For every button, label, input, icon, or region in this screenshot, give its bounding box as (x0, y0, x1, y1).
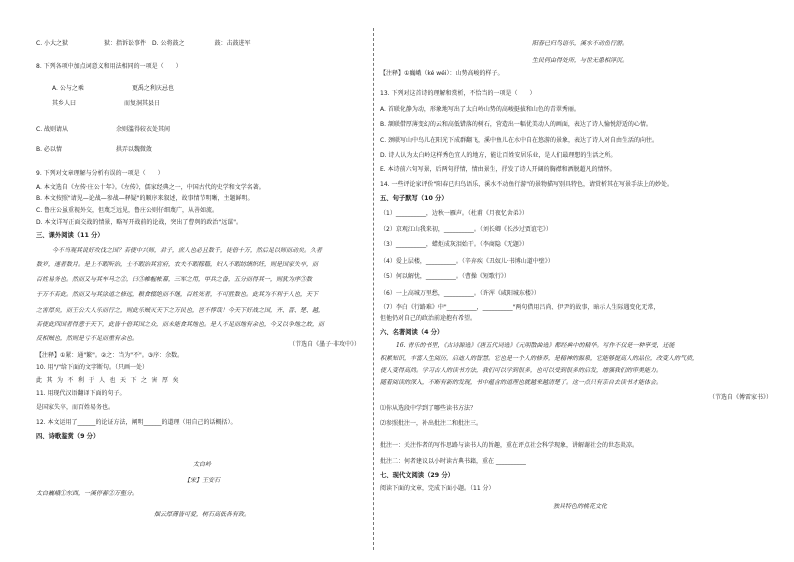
column-divider (373, 28, 374, 550)
text-line: A. 首联化静为动，形象地写出了太白岭山势的高峻挺拔和山色的青翠秀丽。 (380, 106, 580, 113)
text-line: 太白巍峨①东西，一溪停蓄②万壑分。 (36, 490, 139, 497)
text-line: （5）何以解忧，__________。（曹操《短歌行》） (380, 273, 510, 280)
text-line: 13. 下列对这首诗的理解和赏析，不恰当的一项是（ ） (380, 90, 536, 97)
text-line: D. 诗人认为太白岭这样秀色宜人的地方，能让百姓安居乐业，是人们最理想的生活之所。 (380, 152, 617, 159)
text-line: 是国家失卒，而百姓易务也。 (36, 404, 115, 411)
text-line: 太白岭 (192, 461, 211, 468)
text-line: 9. 下列对文章理解与分析有误的一项是（ ） (36, 170, 164, 177)
text-line: C. 鲁庄公虽重视外交，但蔑乏远见，鲁庄公则仔细蔑广，从善如流。 (36, 207, 219, 214)
text-line: 【注释】①紧：通"繁"。②之：当为"不"。③序：余数。 (36, 352, 184, 359)
text-line: 8. 下列各项中加点词意义和用法相同的一项是（ ） (36, 63, 182, 70)
text-line: 反相贼也，然则是亏不足而重有余也。 (36, 335, 139, 342)
text-line: 阅读下面的文章，完成下面小题。（11 分） (380, 485, 495, 492)
text-line: B. 本文按照"请见—论战—参战—释疑"的顺序来叙述，故事情节明晰，主题鲜明。 (36, 195, 254, 202)
text-line: 批注二：何者建议以小时读古典书籍，重在 __________ (380, 458, 526, 465)
section-heading: 三、课外阅读（11 分） (36, 232, 104, 239)
text-line: 之害厚矣，而王公大人乐而行之，则此乐贼灭天下之万民也，岂不悖哉！今天下好战之国，齐、晋、楚、越， (36, 307, 325, 314)
text-line: A. 公与之乘 更禹之利庆忌也 (52, 85, 174, 92)
text-line: 【宋】王安石 (183, 477, 220, 484)
text-line: C. 颈联写山中鸟儿在阳光下成群翻飞，溪中鱼儿在水中自在悠游的景象，表达了诗人对自由生活的向往。 (380, 137, 659, 144)
text-line: 于万不若此。然而又与其涂道之修远，粮食辍绝而不继，百姓死者，不可胜数也。此其为不利于人也，天下 (36, 291, 319, 298)
section-heading: 七、现代文阅读（29 分） (380, 472, 454, 479)
text-line: A. 本文选自《左传·庄公十年》。《左传》，儒家经典之一，中国古代的史学和文学名著。 (36, 184, 265, 191)
text-line: E. 本诗前六句写景，后两句抒情，情由景生，抒发了诗人开阔的胸襟和洒脱超凡的情怀。 (380, 166, 616, 173)
text-line: 数岁，速者数月。是上不暇听治，士不暇治其官府，农夫不暇稼穑，妇人不暇纺绩织纴，则是国家失卒，而 (36, 261, 319, 268)
text-line: ⑴你从选段中学到了哪些读书方法？ (380, 405, 477, 412)
text-line: （7）李白《行路难》中"__________，__________"两句借用吕尚、伊尹的故事，暗示人生际遇变化无常， (380, 304, 660, 311)
text-line: （2）京观江山我来初，__________。（刘长卿《长沙过贾谊宅》） (380, 226, 552, 233)
text-line: 但他仍对自己的政治前途抱有希望。 (380, 315, 477, 322)
text-line: 14. 一些评论家评价"阳春已归鸟语乐，溪水不动鱼行游"的景物描写别具特色，请赏析其在写景手法上的妙处。 (380, 181, 673, 188)
text-line: B. 颔联借厚薄变幻的云和高低错落的树石，营造出一幅优美动人的画面，表达了诗人愉悦舒适的心情。 (380, 121, 652, 128)
section-heading: 四、诗歌鉴赏（9 分） (36, 433, 100, 440)
text-line: 独具特色的桃花文化 (552, 503, 607, 510)
section-heading: 六、名著阅读（4 分） (380, 329, 444, 336)
text-line: （1）__________，边秋一雁声。（杜甫《月夜忆舍弟》） (380, 210, 528, 217)
right-column (380, 0, 780, 562)
text-line: C. 战则请从 余则滥得较衣处其间 (36, 126, 171, 133)
text-line: 积累知识，丰富人生阅历，启迪人的智慧。它也是一个人的修养，是精神的源泉，它能够提高人的品位，改变人的气质， (380, 355, 699, 362)
text-line: 批注一：关注作者的写作思路与读书人的旨趣，重在评点社会科学现象，讲解谢社会的世态炎凉。 (380, 442, 639, 449)
text-line: 使人变得高尚。学习古人的读书方法，我们可以学到很多，也可以受到很多的启发，增强我们的审美能力。 (380, 367, 663, 374)
text-line: 其乡人曰 而复洞其县日 (52, 100, 161, 107)
text-line: 阳春已归鸟语乐，溪水不动鱼行游。 (531, 40, 628, 47)
text-line: ⑵参照批注一，补出批注二和批注三。 (380, 420, 483, 427)
text-line: （4）爱上层楼，__________。（辛弃疾《丑奴儿·书博山道中壁》） (380, 258, 554, 265)
text-line: （节选自《墨子·非攻中》） (289, 341, 360, 348)
text-line: （3）__________，蜡炬成灰泪始干。（李商隐《无题》） (380, 241, 528, 248)
text-line: 此其为不利于人也天下之害厚矣 (36, 377, 184, 384)
text-line: 若使此四国者得意于天下，此皆十倍其国之众，而未能食其地也。是人不足而地有余也，今又以争地之故，而 (36, 321, 325, 328)
text-line: 16. 青乐的书里，《古诗源选》《唐五代词选》《元明散曲选》都经典中的精华。写作不仅是一种享受，还能 (396, 342, 675, 349)
text-line: 12. 本文运用了______的论证方法，阐明______的道理（用自己的话概括）。 (36, 419, 237, 426)
text-line: 随着阅读的深入，不断有新的发现，书中蕴含的道理也就越来越清楚了。这一点只有亲自去读书才能体会。 (380, 379, 663, 386)
text-line: （节选自《傅雷家书》） (708, 394, 772, 401)
text-line: B. 必以情 拱弄以魏微敛 (36, 146, 152, 153)
text-line: （6）一上高城万里愁，__________。（许浑《咸阳城东楼》） (380, 290, 540, 297)
text-line: 生民何由得处所，与世无患相浮沉。 (531, 57, 628, 64)
left-column (36, 0, 368, 562)
section-heading: 五、句子默写（10 分） (380, 195, 448, 202)
text-line: 11. 用现代汉语翻译下面的句子。 (36, 390, 126, 397)
text-line: 烟云厚薄皆可爱，树石高低各有致。 (153, 511, 250, 518)
text-line: D. 本文详写正面交战的情景，略写开战前的论战，突出了曹刿的政治"远谋"。 (36, 219, 242, 226)
text-line: 10. 用"/"给下面的文字断句。（只画一处） (36, 364, 148, 371)
text-line: C. 小大之狱 狱：指诉讼事件 D. 公将鼓之 鼓：击鼓进军 (36, 40, 251, 47)
text-line: 今不当观其说好攻伐之国？若使中兴师，君子，庶人也必且数千，徒倍十万，然后足以师而动矣。久者 (52, 247, 323, 254)
text-line: 【注释】①巍峨（ké wéi）：山势高峻的样子。 (380, 70, 504, 77)
text-line: 百姓易务也。然而又与其车马之②，曰③帷幄帐幕，三军之用，甲兵之备，五分而得其一，则犹为序③数 (36, 276, 313, 283)
